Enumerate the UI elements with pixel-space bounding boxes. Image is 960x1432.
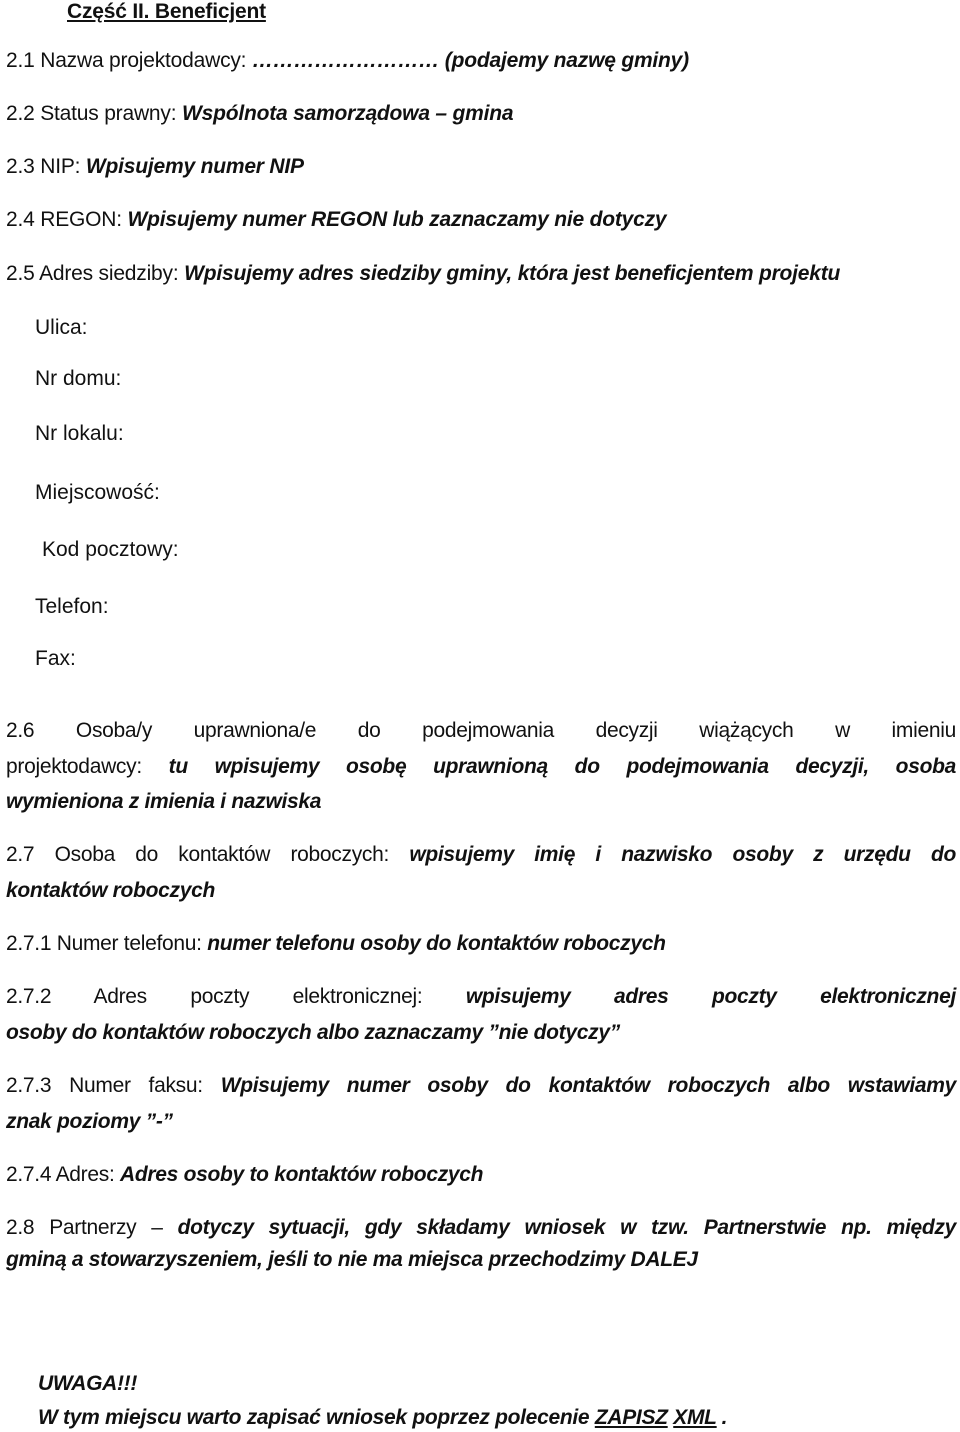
item-2-6-line3: wymieniona z imienia i nazwiska [6, 790, 322, 813]
item-2-4 [6, 208, 666, 232]
xml-command: XML [673, 1406, 717, 1429]
item-2-3 [6, 155, 304, 179]
field-telefon: Telefon: [35, 595, 109, 618]
note-title: UWAGA!!! [38, 1372, 138, 1395]
item-2-5 [6, 262, 840, 286]
field-ulica: Ulica: [35, 316, 88, 339]
item-2-7-3-line1 [6, 1074, 956, 1098]
item-2-8-line1 [6, 1216, 956, 1240]
field-miejscowosc: Miejscowość: [35, 481, 160, 504]
item-2-7-2-line1 [6, 985, 956, 1009]
item-2-7-label: 2.7 Osoba do kontaktów roboczych: [6, 843, 410, 866]
item-2-7-2-line2: osoby do kontaktów roboczych albo zaznaczamy ”nie dotyczy” [6, 1021, 620, 1044]
item-2-6-line1: 2.6 Osoba/y uprawniona/e do podejmowania decyzji wiążących w imieniu [6, 719, 956, 742]
item-2-5-label: 2.5 Adres siedziby: [6, 262, 185, 285]
item-2-7-1 [6, 932, 666, 956]
item-2-2-label: 2.2 Status prawny: [6, 102, 182, 125]
item-2-2 [6, 102, 513, 126]
item-2-7-4-value: Adres osoby to kontaktów roboczych [120, 1163, 484, 1186]
item-2-6-value: tu wpisujemy osobę uprawnioną do podejmowania decyzji, osoba [168, 755, 957, 778]
item-2-7-line2: kontaktów roboczych [6, 879, 215, 902]
item-2-7-3-line2: znak poziomy ”-” [6, 1110, 173, 1133]
item-2-4-label: 2.4 REGON: [6, 208, 128, 231]
item-2-1-label: 2.1 Nazwa projektodawcy: [6, 49, 252, 72]
field-fax: Fax: [35, 647, 76, 670]
field-nr-lokalu: Nr lokalu: [35, 422, 124, 445]
item-2-7-3-value: Wpisujemy numer osoby do kontaktów roboczych albo wstawiamy [220, 1074, 956, 1097]
item-2-3-value: Wpisujemy numer NIP [85, 155, 304, 178]
item-2-7-4-label: 2.7.4 Adres: [6, 1163, 121, 1186]
item-2-3-label: 2.3 NIP: [6, 155, 86, 178]
item-2-7-1-value: numer telefonu osoby do kontaktów roboczych [207, 932, 666, 955]
item-2-8-line2: gminą a stowarzyszeniem, jeśli to nie ma miejsca przechodzimy DALEJ [6, 1248, 698, 1271]
item-2-6-label: projektodawcy: [6, 755, 169, 778]
item-2-5-value: Wpisujemy adres siedziby gminy, która jest beneficjentem projektu [184, 262, 841, 285]
item-2-7-value: wpisujemy imię i nazwisko osoby z urzędu do [409, 843, 957, 866]
item-2-1-value: ……………………… (podajemy nazwę gminy) [251, 49, 689, 72]
item-2-4-value: Wpisujemy numer REGON lub zaznaczamy nie dotyczy [127, 208, 667, 231]
item-2-8-label: 2.8 Partnerzy – [6, 1216, 178, 1239]
note-end: . [721, 1406, 728, 1429]
note-text [38, 1406, 727, 1430]
item-2-1 [6, 49, 689, 73]
item-2-2-value: Wspólnota samorządowa – gmina [181, 102, 514, 125]
item-2-8-value: dotyczy sytuacji, gdy składamy wniosek w tzw. Partnerstwie np. między [177, 1216, 956, 1239]
item-2-7-2-label: 2.7.2 Adres poczty elektronicznej: [6, 985, 466, 1008]
item-2-7-2-value: wpisujemy adres poczty elektronicznej [465, 985, 956, 1008]
field-kod-pocztowy: Kod pocztowy: [42, 538, 179, 561]
field-nr-domu: Nr domu: [35, 367, 122, 390]
section-title: Część II. Beneficjent [67, 0, 266, 23]
item-2-6-line2 [6, 755, 956, 779]
note-body: W tym miejscu warto zapisać wniosek poprzez polecenie [38, 1406, 595, 1429]
item-2-7-4 [6, 1163, 483, 1187]
zapisz-command: ZAPISZ [594, 1406, 668, 1429]
item-2-7-3-label: 2.7.3 Numer faksu: [6, 1074, 221, 1097]
item-2-7-1-label: 2.7.1 Numer telefonu: [6, 932, 208, 955]
item-2-7-line1 [6, 843, 956, 867]
